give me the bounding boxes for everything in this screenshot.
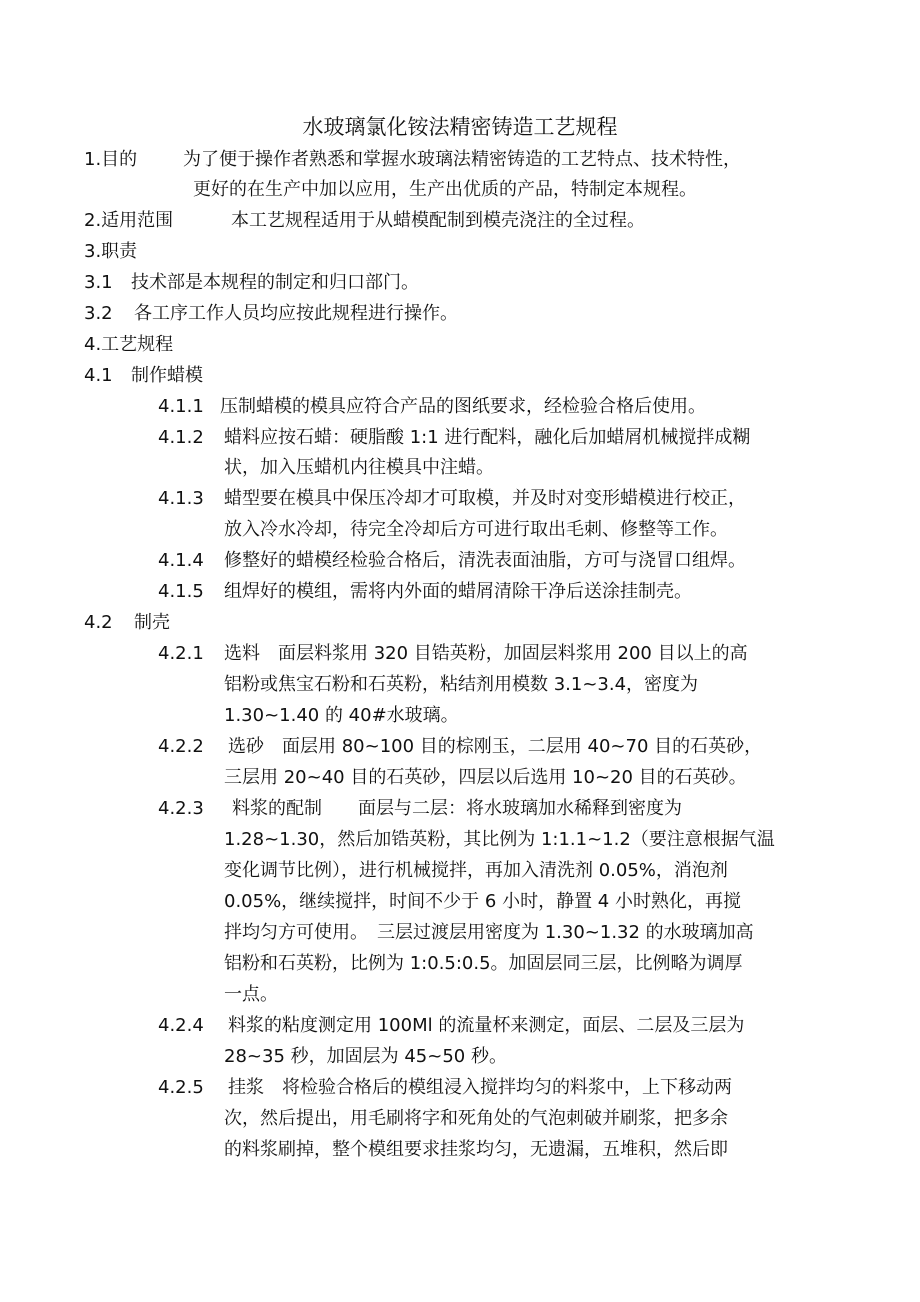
item-4-1-1-line-1: 压制蜡模的模具应符合产品的图纸要求，经检验合格后使用。: [220, 396, 706, 417]
item-4-2-5-line-3: 的料浆刷掉，整个模组要求挂浆均匀，无遗漏，五堆积，然后即: [224, 1139, 728, 1160]
section-3-1-text: 技术部是本规程的制定和归口部门。: [131, 272, 419, 293]
item-4-2-1-line-2: 铝粉或焦宝石粉和石英粉，粘结剂用模数 3.1~3.4，密度为: [224, 674, 699, 695]
section-1-text-line-1: 为了便于操作者熟悉和掌握水玻璃法精密铸造的工艺特点、技术特性，: [183, 149, 741, 170]
section-1-text-line-2: 更好的在生产中加以应用，生产出优质的产品，特制定本规程。: [193, 179, 697, 200]
item-4-2-2-line-2: 三层用 20~40 目的石英砂，四层以后选用 10~20 目的石英砂。: [224, 767, 747, 788]
item-4-1-3-line-2: 放入冷水冷却，待完全冷却后方可进行取出毛刺、修整等工作。: [224, 519, 728, 540]
item-4-2-3-line-4: 0.05%，继续搅拌，时间不少于 6 小时，静置 4 小时熟化，再搅: [224, 891, 741, 912]
item-4-2-3-line-7: 一点。: [224, 984, 278, 1005]
item-4-2-5-line-2: 次，然后提出，用毛刷将字和死角处的气泡刺破并刷浆，把多余: [224, 1108, 728, 1129]
item-4-2-2-number: 4.2.2: [158, 736, 204, 757]
section-4-2-number: 4.2: [84, 612, 113, 633]
item-4-1-5-line-1: 组焊好的模组，需将内外面的蜡屑清除干净后送涂挂制壳。: [224, 581, 692, 602]
section-2-text: 本工艺规程适用于从蜡模配制到模壳浇注的全过程。: [231, 210, 645, 231]
item-4-1-5-number: 4.1.5: [158, 581, 204, 602]
item-4-2-4-line-1: 料浆的粘度测定用 100Ml 的流量杯来测定，面层、二层及三层为: [228, 1015, 745, 1036]
item-4-2-3-line-6: 铝粉和石英粉，比例为 1:0.5:0.5。加固层同三层，比例略为调厚: [224, 953, 743, 974]
item-4-2-5-line-1: 挂浆 将检验合格后的模组浸入搅拌均匀的料浆中，上下移动两: [228, 1077, 732, 1098]
section-3-2-text: 各工序工作人员均应按此规程进行操作。: [134, 303, 458, 324]
item-4-2-2-line-1: 选砂 面层用 80~100 目的棕刚玉，二层用 40~70 目的石英砂，: [228, 736, 763, 757]
section-4-2-text: 制壳: [134, 612, 170, 633]
section-4-heading: 4.工艺规程: [84, 334, 174, 355]
item-4-1-2-line-1: 蜡料应按石蜡：硬脂酸 1:1 进行配料，融化后加蜡屑机械搅拌成糊: [224, 427, 751, 448]
document-title: 水玻璃氯化铵法精密铸造工艺规程: [302, 115, 618, 139]
item-4-2-3-number: 4.2.3: [158, 798, 204, 819]
item-4-2-1-line-3: 1.30~1.40 的 40#水玻璃。: [224, 705, 459, 726]
section-4-1-number: 4.1: [84, 365, 113, 386]
section-3-1-number: 3.1: [84, 272, 113, 293]
item-4-1-2-line-2: 状，加入压蜡机内往模具中注蜡。: [224, 457, 494, 478]
item-4-2-5-number: 4.2.5: [158, 1077, 204, 1098]
item-4-2-3-line-2: 1.28~1.30，然后加锆英粉，其比例为 1:1.1~1.2（要注意根据气温: [224, 829, 775, 850]
item-4-2-1-line-1: 选料 面层料浆用 320 目锆英粉，加固层料浆用 200 目以上的高: [224, 643, 748, 664]
section-1-number: 1.目的: [84, 149, 138, 170]
item-4-1-4-line-1: 修整好的蜡模经检验合格后，清洗表面油脂，方可与浇冒口组焊。: [224, 550, 746, 571]
item-4-2-3-line-3: 变化调节比例），进行机械搅拌，再加入清洗剂 0.05%，消泡剂: [224, 860, 728, 881]
item-4-2-4-line-2: 28~35 秒，加固层为 45~50 秒。: [224, 1046, 507, 1067]
section-3-heading: 3.职责: [84, 241, 138, 262]
item-4-2-1-number: 4.2.1: [158, 643, 204, 664]
section-2-number: 2.适用范围: [84, 210, 174, 231]
item-4-2-3-line-5: 拌均匀方可使用。 三层过渡层用密度为 1.30~1.32 的水玻璃加高: [224, 922, 754, 943]
item-4-2-4-number: 4.2.4: [158, 1015, 204, 1036]
item-4-1-3-number: 4.1.3: [158, 488, 204, 509]
item-4-1-3-line-1: 蜡型要在模具中保压冷却才可取模，并及时对变形蜡模进行校正，: [224, 488, 746, 509]
item-4-1-1-number: 4.1.1: [158, 396, 204, 417]
item-4-2-3-line-1: 料浆的配制 面层与二层：将水玻璃加水稀释到密度为: [232, 798, 682, 819]
item-4-1-4-number: 4.1.4: [158, 550, 204, 571]
item-4-1-2-number: 4.1.2: [158, 427, 204, 448]
section-4-1-text: 制作蜡模: [131, 365, 203, 386]
section-3-2-number: 3.2: [84, 303, 113, 324]
